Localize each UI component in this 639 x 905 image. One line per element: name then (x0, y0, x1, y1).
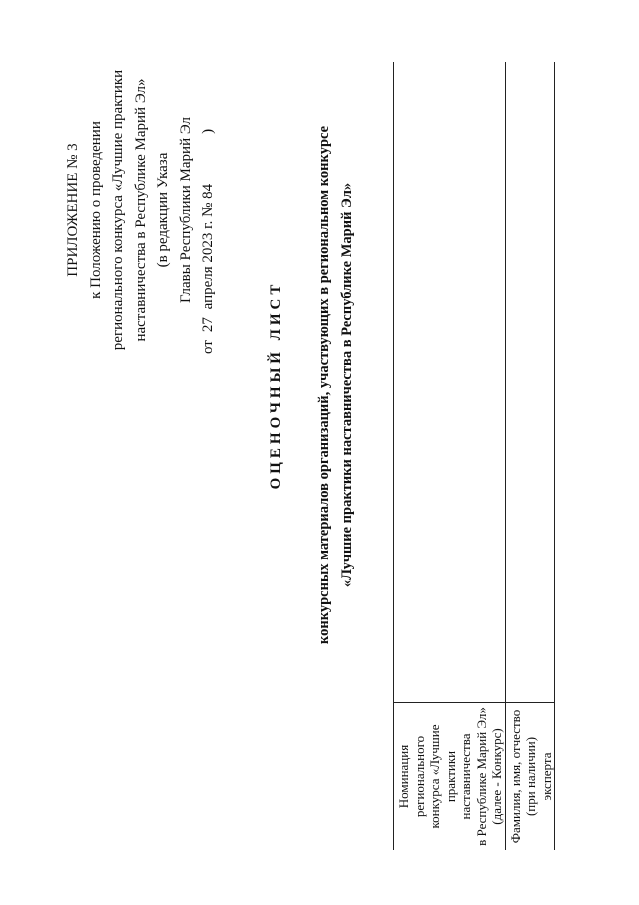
appendix-line: Главы Республики Марий Эл (177, 116, 194, 304)
appendix-line: регионального конкурса «Лучшие практики (110, 69, 126, 351)
label-line: практики (442, 750, 458, 803)
appendix-line: ПРИЛОЖЕНИЕ № 3 (65, 143, 81, 277)
appendix-header (62, 60, 220, 360)
subtitle-line: конкурсных материалов организаций, участвующих в региональном конкурсе (316, 125, 332, 645)
label-line: Фамилия, имя, отчество (507, 709, 523, 844)
table-row-expert (505, 62, 555, 850)
expert-value-cell[interactable] (505, 62, 555, 703)
nomination-label-cell (394, 703, 506, 851)
document-title: ОЦЕНОЧНЫЙ ЛИСТ (268, 280, 284, 490)
nomination-value-cell[interactable] (394, 62, 506, 703)
label-line: конкурса «Лучшие (427, 724, 442, 829)
label-line: наставничества (458, 733, 473, 820)
label-line: (далее - Конкурс) (489, 728, 504, 825)
label-line: Номинация (396, 744, 411, 809)
appendix-line: наставничества в Республике Марий Эл» (132, 78, 149, 342)
label-line: в Республике Марий Эл» (473, 707, 489, 846)
expert-label-cell (505, 703, 555, 851)
table-row-nomination (394, 62, 506, 850)
label-line: регионального (411, 735, 427, 818)
label-line: (при наличии) (523, 736, 538, 817)
appendix-line: (в редакции Указа (155, 152, 171, 268)
date-day: 27 (200, 317, 216, 333)
evaluation-table (393, 62, 555, 850)
subtitle-line: «Лучшие практики наставничества в Республике Марий Эл» (339, 182, 355, 588)
label-line: эксперта (538, 752, 554, 801)
date-rest: апреля 2023 г. № 84 (200, 183, 216, 310)
date-prefix: от (200, 340, 216, 354)
date-close: ) (200, 128, 216, 134)
appendix-line: к Положению о проведении (87, 121, 104, 299)
document-subtitle (313, 65, 359, 705)
appendix-date-line (197, 60, 220, 360)
